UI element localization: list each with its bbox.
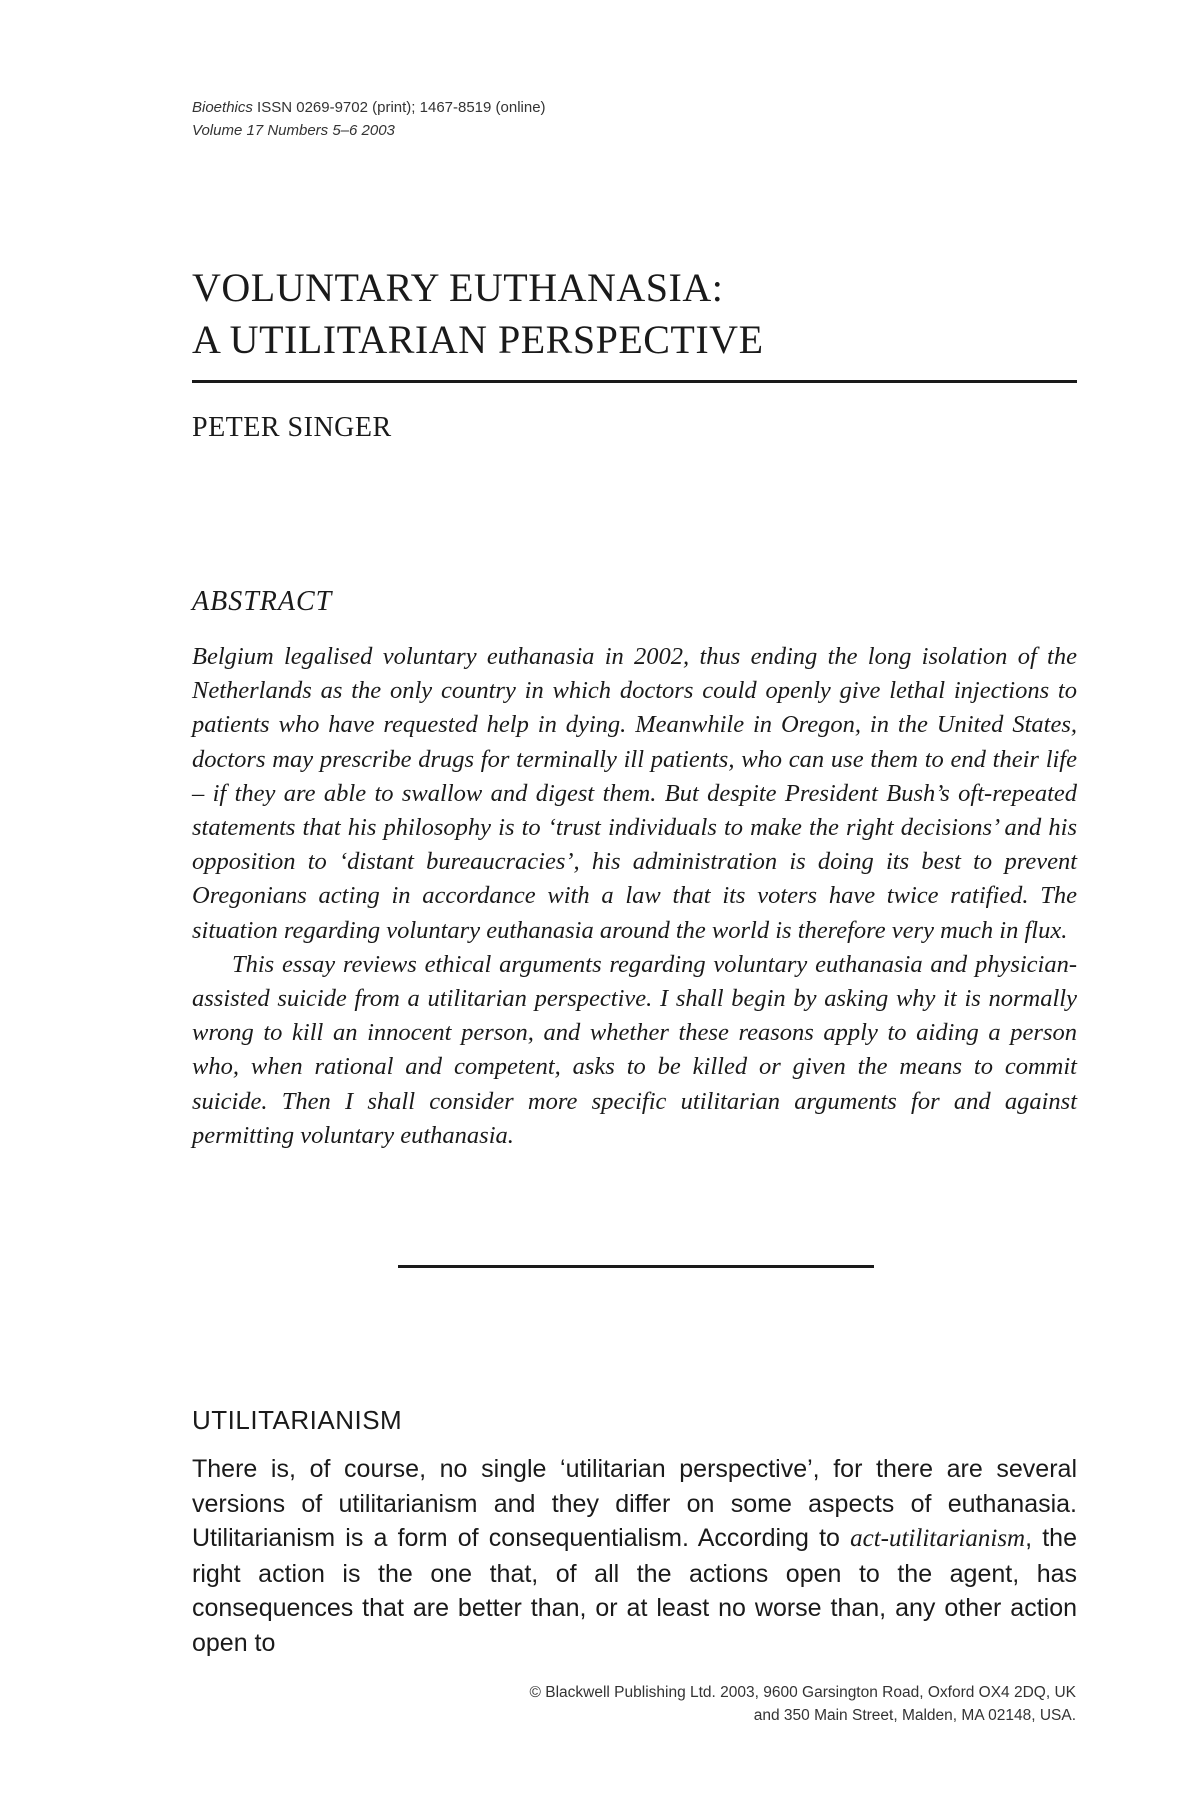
journal-name: Bioethics [192,99,253,116]
abstract-divider [398,1265,874,1268]
abstract-body [192,640,1077,1153]
abstract-paragraph-1: Belgium legalised voluntary euthanasia in 2002, thus ending the long isolation of the Netherlands as the only country in which doctors could openly give lethal injections to patients who have requested help in dying. Meanwhile in Oregon, in the United States, doctors may prescribe drugs for terminally ill patients, who can use them to end their life – if they are able to swallow and digest them. But despite President Bush’s oft-repeated statements that his philosophy is to ‘trust individuals to make the right decisions’ and his opposition to ‘distant bureaucracies’, his administration is doing its best to prevent Oregonians acting in accordance with a law that its voters have twice ratified. The situation regarding voluntary euthanasia around the world is therefore very much in flux. [192,643,1077,944]
article-title-line-2: A UTILITARIAN PERSPECTIVE [192,317,764,362]
copyright-footer [530,1681,1076,1727]
article-title [192,262,764,366]
body-term-act-utilitarianism: act-utilitarianism [850,1525,1026,1552]
section-body-paragraph [192,1452,1077,1660]
section-heading: UTILITARIANISM [192,1405,403,1435]
article-author: PETER SINGER [192,412,392,443]
journal-issn-line [192,96,546,119]
abstract-heading: ABSTRACT [192,586,333,617]
body-text-start: There is, of course, no single ‘utilitarian perspective’, for there are several versions of utilitarianism and they differ on some aspects of euthanasia. Utilitarianism is a form of consequentialism. According to [192,1455,1077,1552]
copyright-line-1: © Blackwell Publishing Ltd. 2003, 9600 Garsington Road, Oxford OX4 2DQ, UK [529,1684,1076,1701]
article-title-line-1: VOLUNTARY EUTHANASIA: [192,265,724,310]
body-text-end: , the right action is the one that, of all the actions open to the agent, has consequences that are better than, or at least no worse than, any other action open to [192,1524,1077,1657]
journal-issn: ISSN 0269-9702 (print); 1467-8519 (online) [257,99,546,116]
journal-volume: Volume 17 Numbers 5–6 2003 [192,122,395,139]
abstract-paragraph-2: This essay reviews ethical arguments regarding voluntary euthanasia and physician-assisted suicide from a utilitarian perspective. I shall begin by asking why it is normally wrong to kill an innocent person, and whether these reasons apply to aiding a person who, when rational and competent, asks to be killed or given the means to commit suicide. Then I shall consider more specific utilitarian arguments for and against permitting voluntary euthanasia. [192,950,1077,1149]
journal-header [192,96,546,142]
title-divider [192,380,1077,383]
copyright-line-2: and 350 Main Street, Malden, MA 02148, USA. [753,1707,1076,1724]
